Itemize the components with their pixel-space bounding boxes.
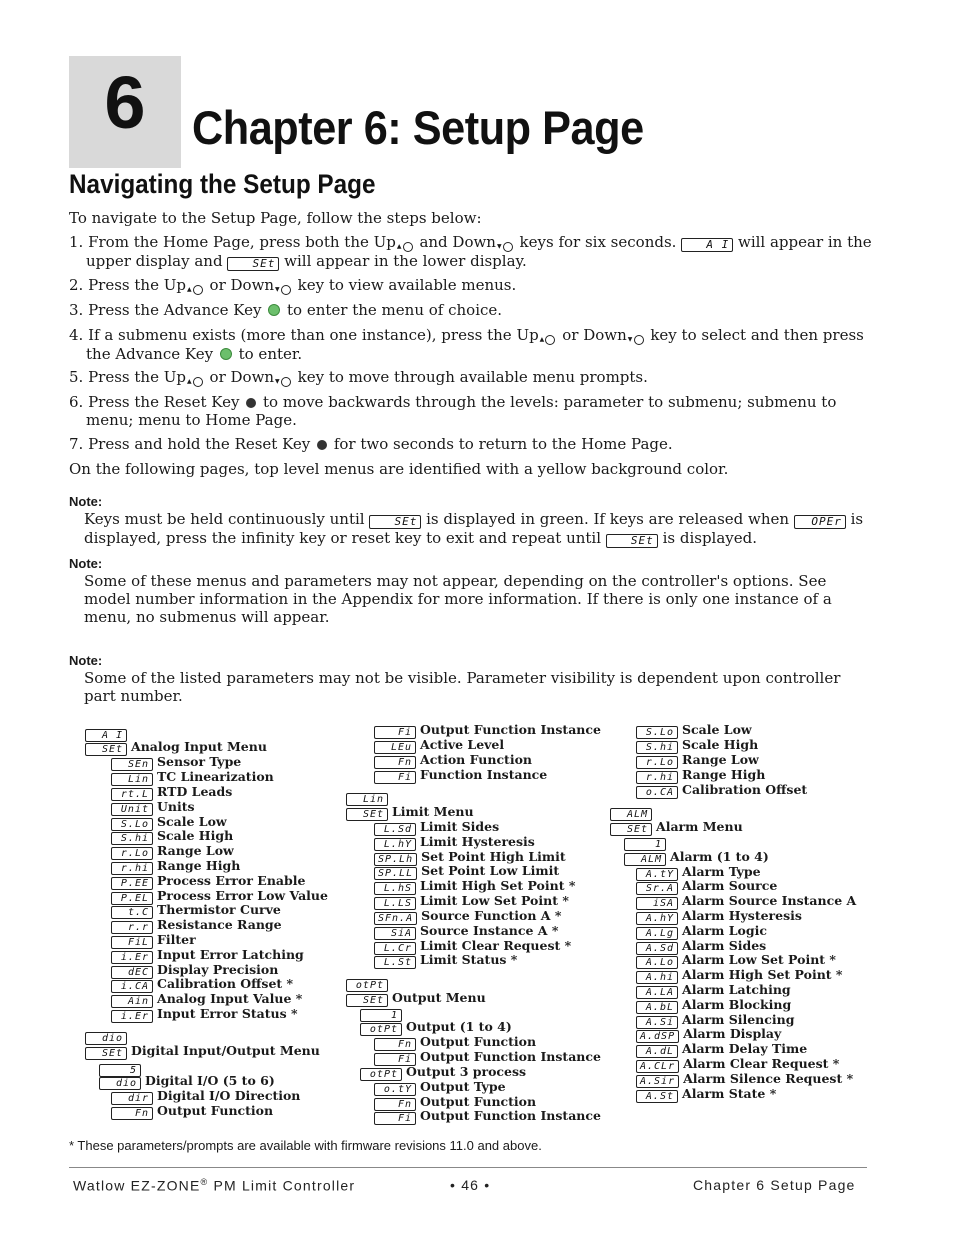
lcd-prompt: FiL xyxy=(111,936,153,949)
menu-tree-label: Limit Menu xyxy=(392,804,474,819)
menu-tree-label: Process Error Low Value xyxy=(157,888,328,903)
lcd-prompt: A.Lo xyxy=(636,956,678,969)
menu-tree-label: Filter xyxy=(157,932,196,947)
lcd-prompt: dio xyxy=(85,1032,127,1045)
step-text: or Down xyxy=(209,368,275,386)
section-title: Navigating the Setup Page xyxy=(69,169,376,199)
lcd-prompt: A.bL xyxy=(636,1001,678,1014)
lcd-prompt: SEn xyxy=(111,758,153,771)
menu-tree-label: Range Low xyxy=(157,843,234,858)
menu-tree-label: Digital Input/Output Menu xyxy=(131,1043,320,1058)
menu-tree-label: Alarm Sides xyxy=(682,938,767,953)
menu-tree-label: Alarm (1 to 4) xyxy=(670,849,769,864)
menu-tree-label: Source Function A * xyxy=(421,908,562,923)
step-number: 3. xyxy=(69,301,84,319)
lcd-prompt: A.Si xyxy=(636,1016,678,1029)
down-arrow-key-icon: ▼ xyxy=(281,377,291,387)
lcd-prompt: dEC xyxy=(111,966,153,979)
lcd-prompt: Fi xyxy=(374,1112,416,1125)
step-text: and Down xyxy=(419,233,496,251)
lcd-prompt: A.Sir xyxy=(636,1075,679,1088)
lcd-prompt: A.St xyxy=(636,1090,678,1103)
menu-tree-label: Alarm Clear Request * xyxy=(683,1056,840,1071)
menu-tree-row xyxy=(85,1029,131,1045)
menu-tree-label: Digital I/O (5 to 6) xyxy=(145,1073,275,1088)
lcd-prompt: S.Lo xyxy=(636,726,678,739)
lcd-prompt: A.hi xyxy=(636,971,678,984)
menu-tree-label: Output Function Instance xyxy=(420,1108,601,1123)
menu-tree-label: Scale Low xyxy=(682,722,752,737)
menu-tree-row xyxy=(85,1044,320,1060)
lcd-prompt: Fi xyxy=(374,1053,416,1066)
down-arrow-key-icon: ▼ xyxy=(281,285,291,295)
menu-tree-label: Output 3 process xyxy=(406,1064,527,1079)
lcd-prompt: L.Sd xyxy=(374,823,416,836)
intro-text: To navigate to the Setup Page, follow the steps below: xyxy=(69,209,482,227)
lcd-prompt: SEt xyxy=(85,743,127,756)
menu-tree-label: TC Linearization xyxy=(157,769,274,784)
menu-tree-row xyxy=(346,991,486,1007)
menu-tree-label: Sensor Type xyxy=(157,754,242,769)
menu-tree-label: Function Instance xyxy=(420,767,548,782)
menu-tree-label: Output Menu xyxy=(392,990,486,1005)
menu-tree-label: Alarm Blocking xyxy=(682,997,792,1012)
lcd-prompt: 5 xyxy=(99,1064,141,1077)
lcd-prompt: SiA xyxy=(374,927,416,940)
lcd-prompt: L.Cr xyxy=(374,942,416,955)
lcd-prompt: Sr.A xyxy=(636,882,678,895)
lcd-prompt: SEt xyxy=(346,808,388,821)
menu-tree-label: Units xyxy=(157,799,195,814)
menu-tree-label: Alarm Menu xyxy=(656,819,743,834)
lcd-prompt: otPt xyxy=(346,979,388,992)
lcd-prompt: 1 xyxy=(624,838,666,851)
note-heading: Note: xyxy=(69,494,103,509)
down-arrow-key-icon: ▼ xyxy=(503,242,513,252)
lcd-prompt: P.EL xyxy=(111,892,153,905)
lcd-prompt: Ain xyxy=(111,995,153,1008)
menu-tree-row xyxy=(610,820,743,836)
menu-tree-label: Alarm Delay Time xyxy=(682,1041,808,1056)
lcd-prompt: 1 xyxy=(360,1009,402,1022)
lcd-prompt: A I xyxy=(85,729,127,742)
lcd-prompt: r.Lo xyxy=(636,756,678,769)
lcd-prompt: r.hi xyxy=(636,771,678,784)
note-heading: Note: xyxy=(69,653,103,668)
menu-tree-label: Scale High xyxy=(682,737,759,752)
footer-product: Watlow EZ-ZONE xyxy=(73,1177,201,1194)
menu-tree-label: Alarm Source xyxy=(682,878,778,893)
menu-tree-label: Alarm Silencing xyxy=(682,1012,795,1027)
lcd-prompt: A.Sd xyxy=(636,942,678,955)
menu-tree-label: Source Instance A * xyxy=(420,923,559,938)
lcd-prompt: L.hY xyxy=(374,838,416,851)
lcd-prompt: SFn.A xyxy=(374,912,417,925)
menu-tree-label: Input Error Latching xyxy=(157,947,304,962)
menu-tree-label: Limit Low Set Point * xyxy=(420,893,569,908)
step-text: to enter the menu of choice. xyxy=(287,301,503,319)
menu-tree-label: Output Function xyxy=(420,1034,537,1049)
lcd-prompt: S.hi xyxy=(636,741,678,754)
menu-tree-label: Display Precision xyxy=(157,962,279,977)
lcd-display: SEt xyxy=(606,534,658,548)
lcd-prompt: L.LS xyxy=(374,897,416,910)
note-heading: Note: xyxy=(69,556,103,571)
menu-tree-label: Range Low xyxy=(682,752,759,767)
lcd-prompt: Fn xyxy=(374,756,416,769)
menu-tree-label: Alarm Low Set Point * xyxy=(682,952,836,967)
step-number: 5. xyxy=(69,368,84,386)
lcd-prompt: o.tY xyxy=(374,1083,416,1096)
lcd-prompt: otPt xyxy=(360,1068,402,1081)
lcd-prompt: iSA xyxy=(636,897,678,910)
step-text: key to select and then press the Advance Key xyxy=(86,326,864,363)
step-text: Press the Reset Key xyxy=(88,393,240,411)
lcd-prompt: SEt xyxy=(85,1047,127,1060)
menu-tree-label: Alarm Type xyxy=(682,864,761,879)
menu-tree-label: Limit Clear Request * xyxy=(420,938,572,953)
lcd-prompt: L.hS xyxy=(374,882,416,895)
registered-mark: ® xyxy=(200,1177,209,1187)
menu-tree-label: Thermistor Curve xyxy=(157,902,281,917)
yellow-note: On the following pages, top level menus are identified with a yellow background color. xyxy=(69,460,729,478)
menu-tree-row xyxy=(111,918,282,934)
menu-tree-label: Limit Hysteresis xyxy=(420,834,535,849)
menu-tree-label: Limit High Set Point * xyxy=(420,878,576,893)
menu-tree-row xyxy=(346,790,392,806)
lcd-prompt: t.C xyxy=(111,906,153,919)
lcd-prompt: otPt xyxy=(360,1023,402,1036)
step-number: 6. xyxy=(69,393,84,411)
step-number: 7. xyxy=(69,435,84,453)
lcd-prompt: S.hi xyxy=(111,832,153,845)
down-arrow-key-icon: ▼ xyxy=(634,335,644,345)
menu-tree-row xyxy=(636,1087,776,1103)
note-text: is displayed, press the infinity key or reset key to exit and repeat until xyxy=(84,510,864,547)
lcd-prompt: Fi xyxy=(374,726,416,739)
step-text: or Down xyxy=(209,276,275,294)
menu-tree-label: Alarm Source Instance A xyxy=(682,893,857,908)
step-text: for two seconds to return to the Home Page. xyxy=(333,435,673,453)
step-text: Press the Advance Key xyxy=(88,301,262,319)
menu-tree-row xyxy=(636,783,807,799)
chapter-number: 6 xyxy=(104,61,146,144)
menu-tree-label: RTD Leads xyxy=(157,784,233,799)
menu-tree-label: Alarm Latching xyxy=(682,982,791,997)
lcd-prompt: SP.LL xyxy=(374,867,417,880)
page-number: • 46 • xyxy=(450,1177,491,1193)
menu-tree-row xyxy=(374,1109,601,1125)
note-text: is displayed in green. If keys are released when xyxy=(426,510,790,528)
footer-left xyxy=(73,1177,355,1194)
lcd-prompt: Lin xyxy=(346,793,388,806)
menu-tree-row xyxy=(624,835,670,851)
lcd-prompt: dio xyxy=(99,1077,141,1090)
lcd-prompt: SEt xyxy=(610,823,652,836)
menu-tree-label: Output Function xyxy=(420,1094,537,1109)
menu-tree-label: Alarm Hysteresis xyxy=(682,908,802,923)
menu-tree-label: Alarm Display xyxy=(683,1026,782,1041)
up-arrow-key-icon: ▲ xyxy=(403,242,413,252)
menu-tree-label: Set Point High Limit xyxy=(421,849,566,864)
note-text: is displayed. xyxy=(662,529,758,547)
menu-tree-row xyxy=(610,805,656,821)
lcd-prompt: i.Er xyxy=(111,1010,153,1023)
menu-tree-label: Output Function Instance xyxy=(420,722,601,737)
lcd-prompt: Fi xyxy=(374,771,416,784)
lcd-prompt: ALM xyxy=(610,808,652,821)
lcd-prompt: o.CA xyxy=(636,786,678,799)
menu-tree-label: Resistance Range xyxy=(157,917,282,932)
lcd-prompt: A.Lg xyxy=(636,927,678,940)
lcd-prompt: r.Lo xyxy=(111,847,153,860)
step-text: or Down xyxy=(562,326,627,344)
lcd-prompt: r.hi xyxy=(111,862,153,875)
step-text: to move backwards through the levels: parameter to submenu; submenu to menu; menu to Home Page. xyxy=(86,393,837,429)
menu-tree-row xyxy=(111,1104,273,1120)
note-3: Some of the listed parameters may not be visible. Parameter visibility is dependent upon controller part number. xyxy=(84,669,841,705)
step-number: 2. xyxy=(69,276,84,294)
menu-tree-label: Output Function Instance xyxy=(420,1049,601,1064)
menu-tree-label: Analog Input Menu xyxy=(131,739,267,754)
lcd-prompt: LEu xyxy=(374,741,416,754)
step-text: If a submenu exists (more than one instance), press the Up xyxy=(88,326,539,344)
step-text: will appear in the upper display and xyxy=(86,233,872,270)
chapter-title: Chapter 6: Setup Page xyxy=(192,101,644,154)
lcd-display: OPEr xyxy=(794,515,846,529)
firmware-footnote: * These parameters/prompts are available with firmware revisions 11.0 and above. xyxy=(69,1138,542,1153)
menu-tree-row xyxy=(111,1007,298,1023)
lcd-prompt: r.r xyxy=(111,921,153,934)
up-arrow-key-icon: ▲ xyxy=(545,335,555,345)
menu-tree-label: Process Error Enable xyxy=(157,873,306,888)
lcd-prompt: i.CA xyxy=(111,980,153,993)
lcd-prompt: Fn xyxy=(374,1038,416,1051)
footer-right: Chapter 6 Setup Page xyxy=(693,1177,856,1193)
step-number: 1. xyxy=(69,233,84,251)
menu-tree-label: Alarm Logic xyxy=(682,923,767,938)
menu-tree-label: Alarm Silence Request * xyxy=(683,1071,854,1086)
footer-product-suffix: PM Limit Controller xyxy=(213,1177,356,1194)
up-arrow-key-icon: ▲ xyxy=(193,377,203,387)
menu-tree-label: Range High xyxy=(682,767,766,782)
up-arrow-key-icon: ▲ xyxy=(193,285,203,295)
lcd-prompt: Unit xyxy=(111,803,153,816)
lcd-prompt: SP.Lh xyxy=(374,853,417,866)
menu-tree-label: Calibration Offset xyxy=(682,782,808,797)
lcd-display: A I xyxy=(681,238,733,252)
lcd-prompt: Fn xyxy=(111,1107,153,1120)
lcd-prompt: SEt xyxy=(346,994,388,1007)
menu-tree-label: Output Function xyxy=(157,1103,274,1118)
lcd-prompt: S.Lo xyxy=(111,818,153,831)
lcd-prompt: P.EE xyxy=(111,877,153,890)
note-2: Some of these menus and parameters may not appear, depending on the controller's options. See model number information in the Appendix for more information. If there is only one instance of a menu, no submenus will appear. xyxy=(84,572,832,626)
lcd-prompt: rt.L xyxy=(111,788,153,801)
menu-tree-label: Input Error Status * xyxy=(157,1006,298,1021)
menu-tree-label: Set Point Low Limit xyxy=(421,863,560,878)
lcd-prompt: A.hY xyxy=(636,912,678,925)
menu-tree-label: Scale High xyxy=(157,828,234,843)
menu-tree-label: Analog Input Value * xyxy=(157,991,303,1006)
step-text: Press and hold the Reset Key xyxy=(88,435,311,453)
menu-tree-row xyxy=(374,768,547,784)
step-text: will appear in the lower display. xyxy=(284,252,527,270)
step-text: keys for six seconds. xyxy=(519,233,677,251)
step-text: key to move through available menu prompts. xyxy=(297,368,648,386)
lcd-prompt: dir xyxy=(111,1092,153,1105)
lcd-prompt: A.LA xyxy=(636,986,678,999)
lcd-prompt: Fn xyxy=(374,1098,416,1111)
lcd-prompt: A.CLr xyxy=(636,1060,679,1073)
lcd-prompt: L.St xyxy=(374,956,416,969)
menu-tree-row xyxy=(346,976,392,992)
step-text: to enter. xyxy=(238,345,303,363)
menu-tree-label: Output Type xyxy=(420,1079,506,1094)
lcd-prompt: A.dL xyxy=(636,1045,678,1058)
lcd-prompt: A.dSP xyxy=(636,1030,679,1043)
menu-tree-label: Calibration Offset * xyxy=(157,976,294,991)
footer-rule xyxy=(69,1167,867,1168)
step-number: 4. xyxy=(69,326,84,344)
lcd-display: SEt xyxy=(369,515,421,529)
menu-tree-label: Range High xyxy=(157,858,241,873)
menu-tree-label: Digital I/O Direction xyxy=(157,1088,301,1103)
lcd-prompt: Lin xyxy=(111,773,153,786)
menu-tree-row xyxy=(374,953,517,969)
menu-tree-label: Limit Status * xyxy=(420,952,518,967)
menu-tree-label: Active Level xyxy=(420,737,505,752)
step-text: key to view available menus. xyxy=(297,276,517,294)
lcd-prompt: ALM xyxy=(624,853,666,866)
step-text: From the Home Page, press both the Up xyxy=(88,233,396,251)
menu-tree-label: Limit Sides xyxy=(420,819,500,834)
menu-tree-label: Alarm State * xyxy=(682,1086,777,1101)
lcd-prompt: i.Er xyxy=(111,951,153,964)
menu-tree-label: Action Function xyxy=(420,752,532,767)
step-text: Press the Up xyxy=(88,276,186,294)
lcd-display: SEt xyxy=(227,257,279,271)
lcd-prompt: A.tY xyxy=(636,868,678,881)
menu-tree-label: Scale Low xyxy=(157,814,227,829)
menu-tree-label: Output (1 to 4) xyxy=(406,1019,512,1034)
menu-tree-label: Alarm High Set Point * xyxy=(682,967,843,982)
step-text: Press the Up xyxy=(88,368,186,386)
note-text: Keys must be held continuously until xyxy=(84,510,365,528)
